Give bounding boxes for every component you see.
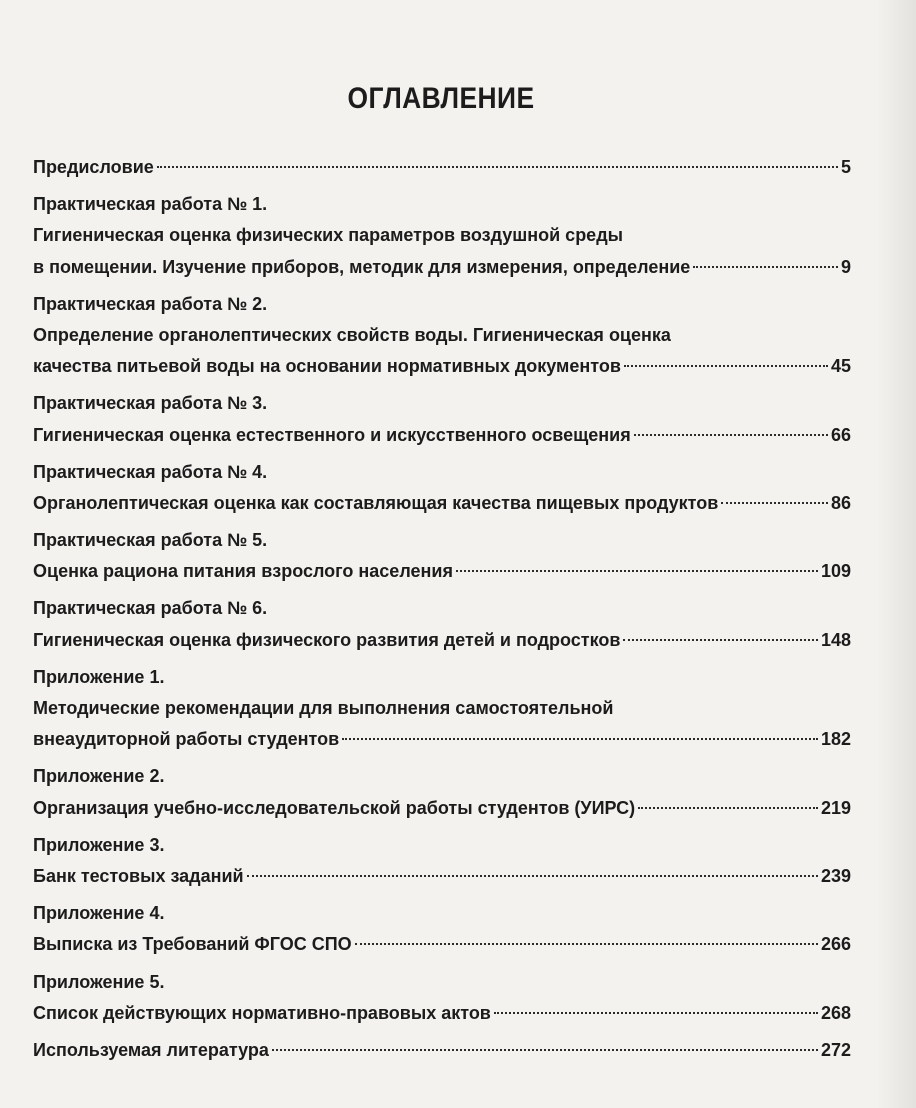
page-number: 266 (820, 934, 851, 955)
toc-entry-heading: Практическая работа № 2. (33, 293, 268, 314)
toc-entry-heading: Приложение 4. (33, 903, 165, 924)
dot-leader (623, 639, 818, 641)
dot-leader (638, 807, 818, 809)
toc-entry-leader-line (33, 793, 851, 824)
page-number: 219 (820, 797, 851, 818)
toc-entry (33, 189, 851, 283)
page-number: 109 (820, 561, 851, 582)
page-title: ОГЛАВЛЕНИЕ (347, 82, 535, 115)
toc-entry-leader-line (33, 998, 851, 1029)
page-number: 9 (840, 256, 851, 277)
toc-entry-title-line: Методические рекомендации для выполнения самостоятельной (33, 698, 614, 718)
dot-leader (693, 266, 838, 268)
toc-entry (33, 388, 851, 450)
toc-entry-leader-line (33, 252, 851, 283)
dot-leader (342, 738, 818, 740)
toc-entry-title: Организация учебно-исследовательской работы студентов (УИРС) (33, 797, 636, 818)
page-number: 86 (830, 492, 851, 513)
toc-entry-title: в помещении. Изучение приборов, методик для измерения, определение (33, 256, 691, 277)
toc-entry-title: Предисловие (33, 157, 154, 177)
toc-entry (33, 1035, 851, 1066)
table-of-contents (33, 152, 851, 1072)
toc-entry-leader-line (33, 861, 851, 892)
toc-entry-title: Список действующих нормативно-правовых актов (33, 1002, 491, 1023)
toc-entry-leader-line (33, 929, 851, 960)
toc-entry (33, 593, 851, 655)
toc-entry-title-line: Определение органолептических свойств воды. Гигиеническая оценка (33, 324, 671, 345)
toc-entry-heading: Приложение 3. (33, 834, 165, 855)
dot-leader (634, 434, 828, 436)
toc-entry-heading: Практическая работа № 5. (33, 530, 268, 551)
toc-entry-heading: Практическая работа № 3. (33, 393, 268, 414)
toc-entry-title: Выписка из Требований ФГОС СПО (33, 934, 352, 955)
toc-entry-heading: Практическая работа № 1. (33, 194, 268, 215)
dot-leader (247, 875, 818, 877)
toc-entry (33, 289, 851, 383)
toc-entry-title: качества питьевой воды на основании нормативных документов (33, 356, 621, 377)
toc-entry-leader-line (33, 420, 851, 451)
dot-leader (157, 166, 838, 168)
toc-entry (33, 152, 851, 183)
toc-entry-leader-line (33, 625, 851, 656)
toc-entry-heading: Приложение 5. (33, 971, 165, 992)
toc-entry-leader-line (33, 556, 851, 587)
toc-entry-title-line: Гигиеническая оценка физических параметров воздушной среды (33, 225, 623, 246)
dot-leader (721, 502, 828, 504)
toc-entry (33, 662, 851, 756)
page-number: 182 (820, 729, 851, 750)
dot-leader (624, 365, 828, 367)
toc-entry-title: Органолептическая оценка как составляющая качества пищевых продуктов (33, 492, 719, 513)
toc-entry-leader-line (33, 152, 851, 183)
toc-entry (33, 761, 851, 823)
page-number: 272 (820, 1039, 851, 1060)
toc-entry-leader-line (33, 488, 851, 519)
page-number: 148 (820, 629, 851, 650)
dot-leader (355, 943, 818, 945)
toc-entry-leader-line (33, 351, 851, 382)
page-number: 5 (840, 157, 851, 177)
dot-leader (494, 1012, 818, 1014)
toc-entry-leader-line (33, 724, 851, 755)
toc-entry (33, 830, 851, 892)
toc-entry (33, 525, 851, 587)
toc-entry-title: Используемая литература (33, 1039, 269, 1060)
page-edge-shadow (876, 0, 916, 1108)
toc-entry-title: Гигиеническая оценка физического развития детей и подростков (33, 629, 621, 650)
toc-entry (33, 967, 851, 1029)
toc-entry-title: Гигиеническая оценка естественного и искусственного освещения (33, 424, 631, 445)
toc-entry-heading: Приложение 1. (33, 666, 165, 687)
toc-entry-leader-line (33, 1035, 851, 1066)
toc-entry (33, 457, 851, 519)
toc-entry-title: Оценка рациона питания взрослого населения (33, 561, 453, 582)
page-number: 45 (830, 356, 851, 377)
page-number: 66 (830, 424, 851, 445)
dot-leader (272, 1049, 818, 1051)
toc-entry (33, 898, 851, 960)
dot-leader (456, 570, 818, 572)
toc-entry-title: внеаудиторной работы студентов (33, 729, 340, 750)
page-number: 268 (820, 1002, 851, 1023)
toc-entry-title: Банк тестовых заданий (33, 865, 244, 886)
toc-entry-heading: Практическая работа № 6. (33, 598, 268, 619)
page-number: 239 (820, 865, 851, 886)
toc-entry-heading: Приложение 2. (33, 766, 165, 787)
toc-entry-heading: Практическая работа № 4. (33, 461, 268, 482)
